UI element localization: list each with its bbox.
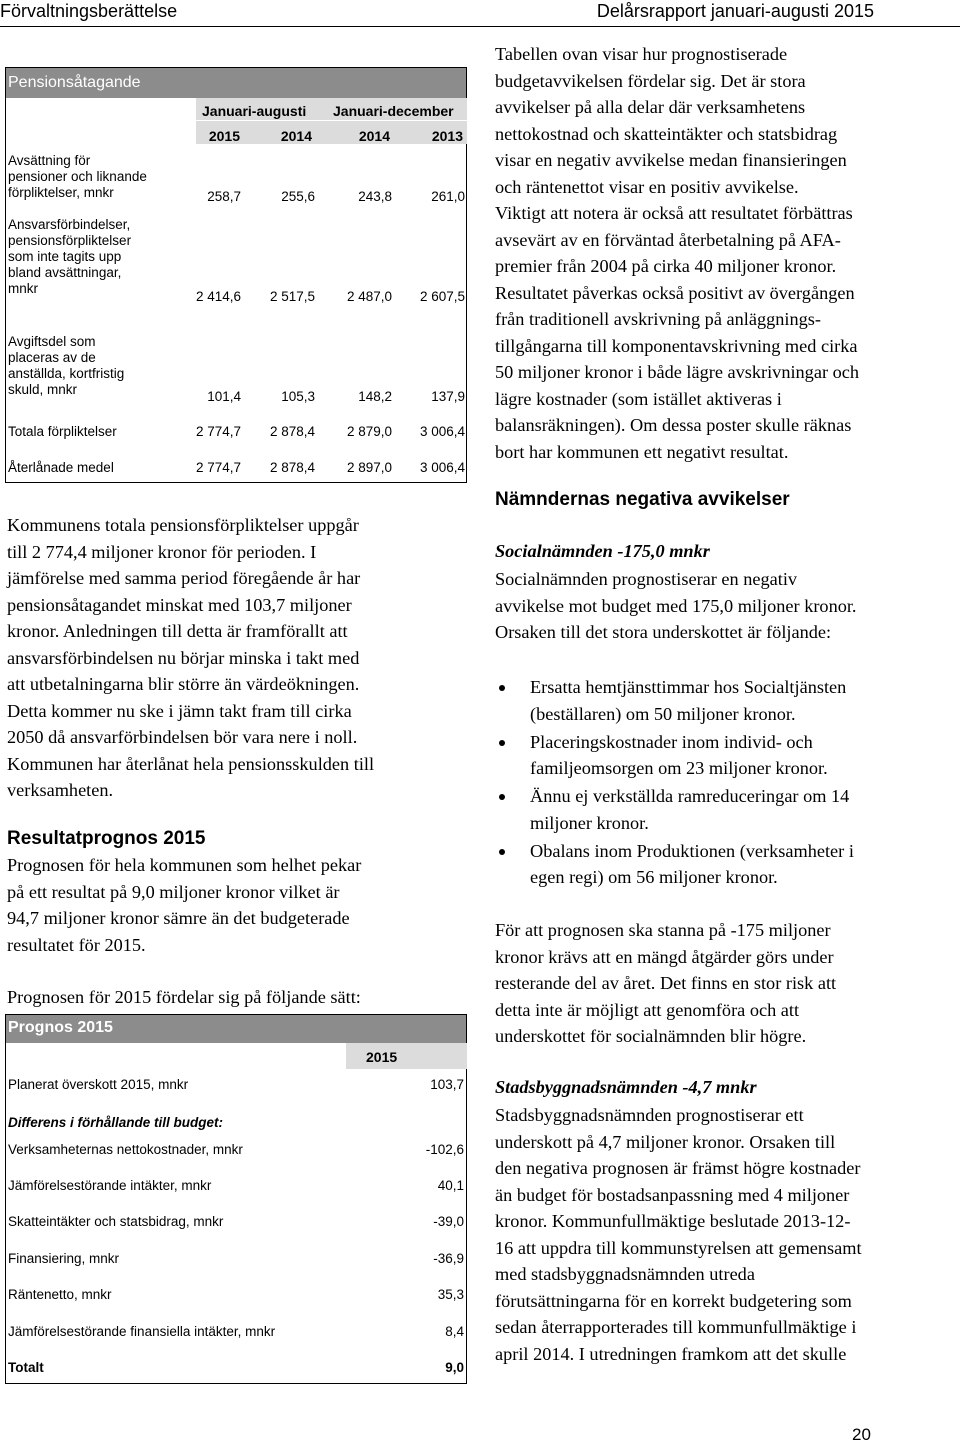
prognos-table-header-bg — [346, 1043, 467, 1069]
socialnamnden-paragraph: Socialnämnden prognostiserar en negativ avvikelse mot budget med 175,0 miljoner kronor. Orsaken till det stora underskottet är följande: — [495, 569, 857, 642]
prognos-table-title: Prognos 2015 — [8, 1019, 113, 1036]
namnder-heading: Nämndernas negativa avvikelser — [495, 489, 790, 510]
pension-row-label: Totala förpliktelser — [8, 424, 117, 439]
prognos-row-value: -102,6 — [425, 1142, 464, 1157]
pension-cell: 2 774,7 — [195, 460, 241, 475]
socialnamnden-bullet-list — [495, 674, 957, 892]
pension-cell: 105,3 — [281, 389, 315, 404]
pension-cell: 2 517,5 — [269, 289, 315, 304]
bullet-icon — [499, 794, 505, 800]
bullet-icon — [499, 685, 505, 691]
prognos-row-value: 103,7 — [430, 1077, 464, 1092]
resultatprognos-heading: Resultatprognos 2015 — [7, 828, 206, 849]
prognos-paragraph: Prognosen för hela kommunen som helhet pekar på ett resultat på 9,0 miljoner kronor vilket är 94,7 miljoner kronor sämre än det budgeterade resultatet för 2015. — [7, 855, 362, 955]
pension-table-header-line — [196, 120, 467, 121]
pension-cell: 2 487,0 — [346, 289, 392, 304]
prognos-row-value: -36,9 — [433, 1251, 464, 1266]
prognos-row-value: 8,4 — [445, 1324, 464, 1339]
pension-table-title: Pensionsåtagande — [8, 74, 141, 91]
prognos-row-label: Differens i förhållande till budget: — [8, 1115, 224, 1130]
prognos-row-label: Skatteintäkter och statsbidrag, mnkr — [8, 1214, 224, 1229]
header-report-title: Delårsrapport januari-augusti 2015 — [596, 1, 874, 21]
pension-table-year: 2014 — [280, 128, 312, 144]
prognos-row-label: Jämförelsestörande intäkter, mnkr — [8, 1178, 212, 1193]
pension-table-group-jan-dec: Januari-december — [333, 103, 454, 119]
pension-cell: 2 878,4 — [269, 424, 315, 439]
pension-cell: 3 006,4 — [419, 460, 465, 475]
bullet-icon — [499, 849, 505, 855]
header-section-title: Förvaltningsberättelse — [0, 1, 178, 21]
pension-row-label: Ansvarsförbindelser, pensionsförpliktelser som inte tagits upp bland avsättningar, mnkr — [8, 217, 132, 296]
prognos-row-label: Planerat överskott 2015, mnkr — [8, 1077, 189, 1092]
prognos-intro: Prognosen för 2015 fördelar sig på följande sätt: — [7, 987, 361, 1007]
list-item: Ersatta hemtjänsttimmar hos Socialtjänsten (beställaren) om 50 miljoner kronor. — [495, 674, 957, 727]
pension-cell: 3 006,4 — [419, 424, 465, 439]
stadsbyggnadsnamnden-paragraph: Stadsbyggnadsnämnden prognostiserar ett underskott på 4,7 miljoner kronor. Orsaken till den negativa prognosen är främst högre kostnader än budget för bostadsanpassning med 4 miljoner kronor. Kommunfullmäktige beslutade 2013-12- 16 att uppdra till kommunstyrelsen att gemensamt med stadsbyggnadsnämnden utreda förutsättningarna för en korrekt budgetering som sedan återrapporterades till kommunfullmäktige i april 2014. I utredningen framkom att det skulle — [495, 1105, 862, 1364]
pension-row-label: Avsättning för pensioner och liknande förpliktelser, mnkr — [8, 153, 147, 200]
pension-cell: 101,4 — [207, 389, 241, 404]
prognos-total-value: 9,0 — [445, 1360, 464, 1375]
pension-table — [5, 67, 467, 483]
list-item: Ännu ej verkställda ramreduceringar om 14 miljoner kronor. — [495, 783, 957, 836]
pension-table-year: 2015 — [208, 128, 240, 144]
prognos-row-label: Finansiering, mnkr — [8, 1251, 120, 1266]
pension-cell: 148,2 — [358, 389, 392, 404]
pension-paragraph: Kommunens totala pensionsförpliktelser uppgår till 2 774,4 miljoner kronor för perioden. I jämförelse med samma period föregående år har pensionsåtagandet minskat med 103,7 miljoner kronor. Anledningen till detta är framförallt att ansvarsförbindelsen nu börjar minska i takt med att utbetalningarna blir större än värdeökningen. Detta kommer nu ske i jämn takt fram till cirka 2050 då ansvarförbindelsen bör vara nere i noll. Kommunen har återlånat hela pensionsskulden till verksamheten. — [7, 515, 375, 800]
pension-cell: 2 414,6 — [195, 289, 241, 304]
socialnamnden-conclusion-paragraph: För att prognosen ska stanna på -175 miljoner kronor krävs att en mängd åtgärder görs under resterande del av året. Det finns en stor risk att detta inte är möjligt att genomföra och att underskottet för socialnämnden blir högre. — [495, 920, 837, 1046]
prognos-row-label: Jämförelsestörande finansiella intäkter, mnkr — [8, 1324, 276, 1339]
pension-cell: 2 897,0 — [346, 460, 392, 475]
pension-cell: 261,0 — [431, 189, 465, 204]
socialnamnden-subheading: Socialnämnden -175,0 mnkr — [495, 541, 710, 561]
pension-table-group-jan-aug: Januari-augusti — [202, 103, 307, 119]
page-number: 20 — [852, 1425, 871, 1444]
pension-cell: 2 774,7 — [195, 424, 241, 439]
list-item: Obalans inom Produktionen (verksamheter i egen regi) om 56 miljoner kronor. — [495, 838, 957, 891]
prognos-row-value: 35,3 — [437, 1287, 464, 1302]
header-rule — [0, 26, 960, 27]
pension-table-year: 2013 — [431, 128, 463, 144]
prognos-row-value: 40,1 — [437, 1178, 464, 1193]
pension-cell: 243,8 — [358, 189, 392, 204]
pension-table-year: 2014 — [358, 128, 390, 144]
prognos-table-year: 2015 — [366, 1049, 398, 1065]
pension-row-label: Återlånade medel — [8, 460, 114, 475]
stadsbyggnadsnamnden-subheading: Stadsbyggnadsnämnden -4,7 mnkr — [495, 1077, 757, 1097]
list-item: Placeringskostnader inom individ- och familjeomsorgen om 23 miljoner kronor. — [495, 729, 957, 782]
prognos-row-label: Verksamheternas nettokostnader, mnkr — [8, 1142, 243, 1157]
pension-cell: 255,6 — [281, 189, 315, 204]
prognos-total-label: Totalt — [8, 1360, 44, 1375]
prognos-table — [5, 1014, 467, 1384]
prognos-row-label: Räntenetto, mnkr — [8, 1287, 112, 1302]
pension-cell: 2 878,4 — [269, 460, 315, 475]
budget-deviation-paragraph: Tabellen ovan visar hur prognostiserade budgetavvikelsen fördelar sig. Det är stora avvikelser på alla delar där verksamhetens nettokostnad och skatteintäkter och statsbidrag visar en negativ avvikelse medan finansieringen och räntenettot visar en positiv avvikelse. Viktigt att notera är också att resultatet förbättras avsevärt av en förväntad återbetalning på AFA- premier från 2004 på cirka 40 miljoner kronor. Resultatet påverkas också positivt av övergången från traditionell avskrivning på anläggnings- tillgångarna till komponentavskrivning med cirka 50 miljoner kronor i både lägre avskrivningar och lägre kostnader (som istället aktiveras i balansräkningen). Om dessa poster skulle räknas bort har kommunen ett negativt resultat. — [495, 44, 859, 462]
prognos-row-value: -39,0 — [433, 1214, 464, 1229]
pension-cell: 258,7 — [207, 189, 241, 204]
pension-cell: 137,9 — [431, 389, 465, 404]
pension-row-label: Avgiftsdel som placeras av de anställda, kortfristig skuld, mnkr — [8, 334, 125, 397]
pension-cell: 2 879,0 — [346, 424, 392, 439]
pension-cell: 2 607,5 — [419, 289, 465, 304]
bullet-icon — [499, 740, 505, 746]
